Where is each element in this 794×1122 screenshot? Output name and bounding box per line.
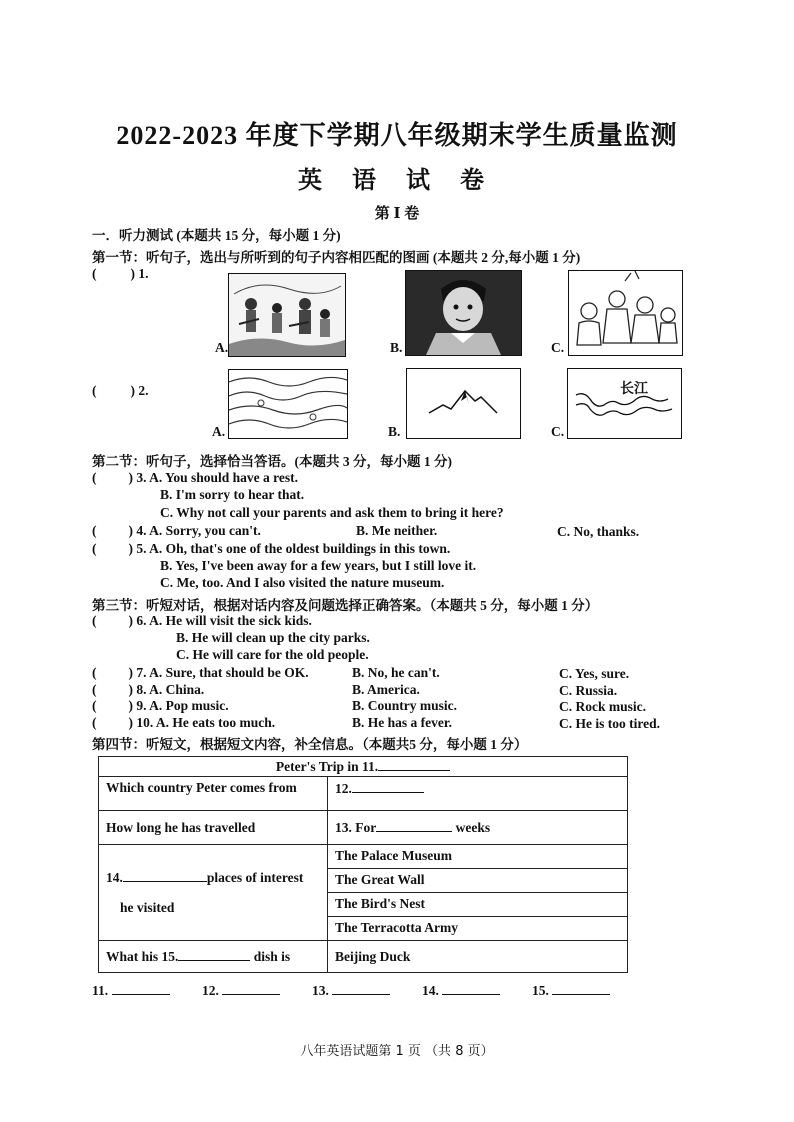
q2-option-b-label: B.: [388, 424, 401, 439]
place-item: The Great Wall: [328, 869, 628, 893]
yangtze-river-map-icon: [568, 369, 681, 438]
row-country-answer[interactable]: 12.: [328, 777, 628, 811]
q3-option-b: B. I'm sorry to hear that.: [160, 487, 305, 502]
q9-line-a[interactable]: ( ) 9. A. Pop music.: [92, 698, 229, 713]
mountain-icon: [407, 369, 520, 438]
q4-option-c: C. No, thanks.: [557, 524, 640, 539]
place-item: The Bird's Nest: [328, 893, 628, 917]
q9-option-b: B. Country music.: [352, 698, 458, 713]
q8-option-b: B. America.: [352, 682, 420, 697]
q10-option-c: C. He is too tired.: [559, 716, 660, 731]
q2-option-c-label: C.: [551, 424, 565, 439]
section3-title: 第三节：听短对话，根据对话内容及问题选择正确答案。（本题共 5 分，每小题 1 分）: [92, 598, 599, 613]
answer-11[interactable]: 11.: [92, 982, 170, 999]
q1-option-a-label: A.: [215, 340, 229, 355]
page-footer: 八年英语试题第 1 页 （共 8 页）: [300, 1044, 494, 1059]
section4-title: 第四节：听短文，根据短文内容，补全信息。（本题共5 分，每小题 1 分）: [92, 737, 528, 752]
blank-11[interactable]: [378, 758, 450, 771]
place-item: The Terracotta Army: [328, 917, 628, 941]
q1-picture-b[interactable]: [405, 270, 522, 356]
row-duration-answer[interactable]: 13. For weeks: [328, 811, 628, 845]
row-places-label[interactable]: 14. places of interest he visited: [99, 845, 328, 941]
exam-title: 2022-2023 年度下学期八年级期末学生质量监测: [116, 121, 678, 150]
q8-line-a[interactable]: ( ) 8. A. China.: [92, 682, 205, 697]
section1-title: 第一节：听句子，选出与所听到的句子内容相匹配的图画 (本题共 2 分,每小题 1 分): [92, 250, 581, 265]
q5-option-c: C. Me, too. And I also visited the nature museum.: [160, 575, 445, 590]
q3-option-c: C. Why not call your parents and ask them to bring it here?: [160, 505, 504, 520]
q6-option-b: B. He will clean up the city parks.: [176, 630, 370, 645]
place-item: The Palace Museum: [328, 845, 628, 869]
q6-option-c: C. He will care for the old people.: [176, 647, 369, 662]
q2-picture-c[interactable]: [567, 368, 682, 439]
volume-label: 第 Ⅰ 卷: [374, 206, 420, 222]
q2-option-a-label: A.: [212, 424, 226, 439]
q1-option-b-label: B.: [390, 340, 403, 355]
q2-answer-bracket[interactable]: ( ) 2.: [92, 383, 149, 398]
journey-west-characters-icon: [569, 271, 682, 355]
q1-option-c-label: C.: [551, 340, 565, 355]
q4-option-b: B. Me neither.: [356, 523, 438, 538]
row-dish-label[interactable]: What his 15. dish is: [99, 941, 328, 973]
q6-line-a[interactable]: ( ) 6. A. He will visit the sick kids.: [92, 613, 312, 628]
answer-15[interactable]: 15.: [532, 982, 610, 999]
row-duration-label: How long he has travelled: [99, 811, 328, 845]
row-country-label: Which country Peter comes from: [99, 777, 328, 811]
cartoon-boy-icon: [406, 271, 521, 355]
yangtze-label: 长江: [620, 381, 648, 397]
q2-picture-a[interactable]: [228, 369, 348, 439]
q7-line-a[interactable]: ( ) 7. A. Sure, that should be OK.: [92, 665, 309, 680]
q10-line-a[interactable]: ( ) 10. A. He eats too much.: [92, 715, 276, 730]
section2-title: 第二节：听句子，选择恰当答语。(本题共 3 分，每小题 1 分): [92, 454, 452, 469]
q9-option-c: C. Rock music.: [559, 699, 646, 714]
river-waves-icon: [229, 370, 347, 438]
row-dish-answer: Beijing Duck: [328, 941, 628, 973]
q5-option-b: B. Yes, I've been away for a few years, but I still love it.: [160, 558, 477, 573]
exam-subtitle: 英 语 试 卷: [298, 168, 496, 194]
answer-13[interactable]: 13.: [312, 982, 390, 999]
peter-trip-table: [98, 756, 628, 973]
q1-picture-c[interactable]: [568, 270, 683, 356]
part1-title: 一．听力测试 (本题共 15 分，每小题 1 分): [92, 228, 341, 243]
q10-option-b: B. He has a fever.: [352, 715, 452, 730]
q7-option-c: C. Yes, sure.: [559, 666, 630, 681]
q4-line-a[interactable]: ( ) 4. A. Sorry, you can't.: [92, 523, 261, 538]
q1-answer-bracket[interactable]: ( ) 1.: [92, 266, 149, 281]
table-header: Peter's Trip in 11.: [99, 757, 628, 777]
q7-option-b: B. No, he can't.: [352, 665, 440, 680]
q5-line-a[interactable]: ( ) 5. A. Oh, that's one of the oldest buildings in this town.: [92, 541, 451, 556]
travelers-illustration-icon: [229, 274, 345, 356]
answer-14[interactable]: 14.: [422, 982, 500, 999]
answer-12[interactable]: 12.: [202, 982, 280, 999]
q1-picture-a[interactable]: [228, 273, 346, 357]
q8-option-c: C. Russia.: [559, 683, 618, 698]
q3-line-a[interactable]: ( ) 3. A. You should have a rest.: [92, 470, 299, 485]
q2-picture-b[interactable]: [406, 368, 521, 439]
